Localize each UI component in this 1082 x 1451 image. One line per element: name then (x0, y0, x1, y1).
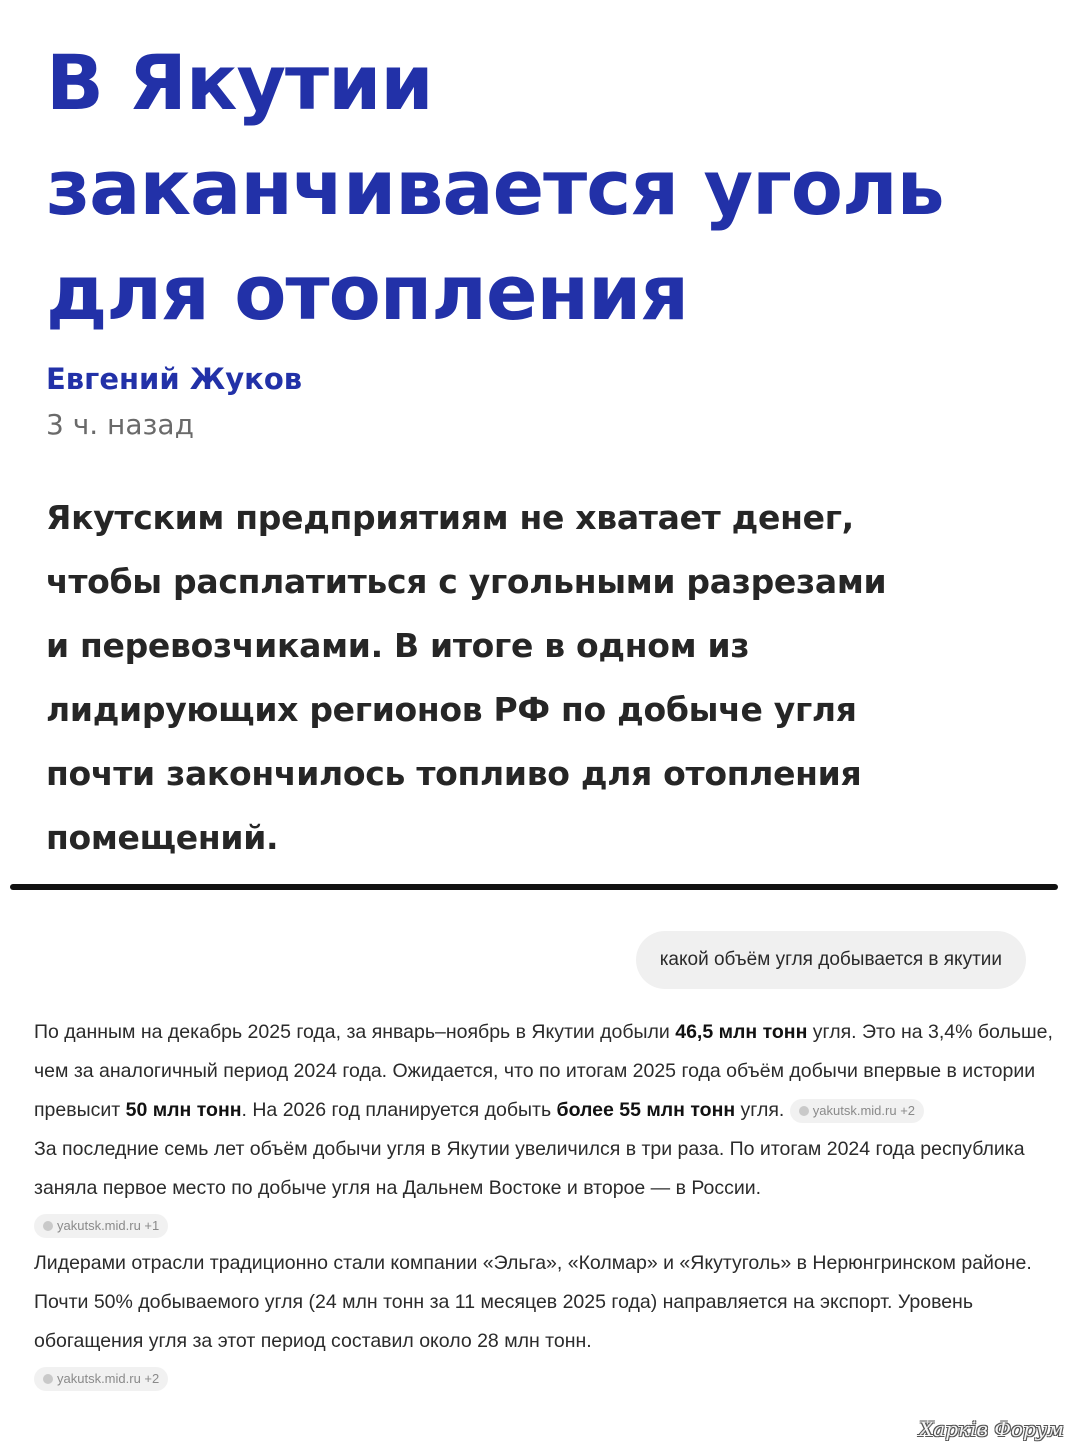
lead-line: чтобы расплатиться с угольными разрезами (46, 562, 887, 601)
answer-text: угля. (735, 1099, 785, 1121)
answer-text: . На 2026 год планируется добыть (241, 1099, 557, 1121)
answer-bold: 50 млн тонн (125, 1099, 242, 1121)
headline-line: заканчивается уголь (46, 143, 944, 232)
lead-line: почти закончилось топливо для отопления (46, 754, 862, 793)
globe-icon (799, 1106, 809, 1116)
answer-paragraph-1 (34, 1013, 1054, 1130)
lead-line: и перевозчиками. В итоге в одном из (46, 626, 750, 665)
source-row (34, 1208, 1054, 1244)
article-header (46, 30, 1066, 345)
source-label: yakutsk.mid.ru +2 (812, 1102, 916, 1118)
lead-line: помещений. (46, 818, 279, 857)
source-label: yakutsk.mid.ru +2 (57, 1371, 160, 1386)
lead-line: Якутским предприятиям не хватает денег, (46, 498, 854, 537)
author-link[interactable]: Евгений Жуков (46, 362, 303, 396)
watermark: Харків Форум (919, 1417, 1064, 1441)
answer-paragraph-2: За последние семь лет объём добычи угля в Якутии увеличился в три раза. По итогам 2024 года республика заняла первое место по добыче угля на Дальнем Востоке и второе — в России. (34, 1138, 1025, 1199)
source-row (34, 1361, 1054, 1397)
divider (10, 884, 1058, 890)
answer-text: угля. Это на 3,4% больше, чем за аналогичный период 2024 года. Ожидается, что по итогам 2025 года объём добычи впервые в истории превысит (34, 1021, 1053, 1121)
answer-text: По данным на декабрь 2025 года, за январь–ноябрь в Якутии добыли (34, 1021, 676, 1043)
lead-line: лидирующих регионов РФ по добыче угля (46, 690, 857, 729)
ai-answer (34, 1013, 1054, 1397)
source-chip[interactable] (34, 1214, 168, 1238)
source-chip[interactable] (34, 1367, 168, 1391)
publish-time: 3 ч. назад (46, 408, 194, 441)
headline-line: В Якутии (46, 38, 433, 127)
answer-bold: 46,5 млн тонн (675, 1021, 808, 1043)
headline (46, 30, 1066, 345)
answer-bold: более 55 млн тонн (556, 1099, 736, 1121)
article-lead (46, 486, 1076, 870)
source-chip[interactable] (790, 1099, 924, 1123)
user-query-bubble: какой объём угля добывается в якутии (636, 931, 1026, 989)
answer-paragraph-3: Лидерами отрасли традиционно стали компании «Эльга», «Колмар» и «Якутуголь» в Нерюнгринском районе. Почти 50% добываемого угля (24 млн тонн за 11 месяцев 2025 года) направляется на экспорт. Уровень обогащения угля за этот период составил около 28 млн тонн. (34, 1252, 1032, 1352)
globe-icon (43, 1374, 53, 1384)
globe-icon (43, 1221, 53, 1231)
headline-line: для отопления (46, 248, 689, 337)
source-label: yakutsk.mid.ru +1 (57, 1218, 160, 1233)
